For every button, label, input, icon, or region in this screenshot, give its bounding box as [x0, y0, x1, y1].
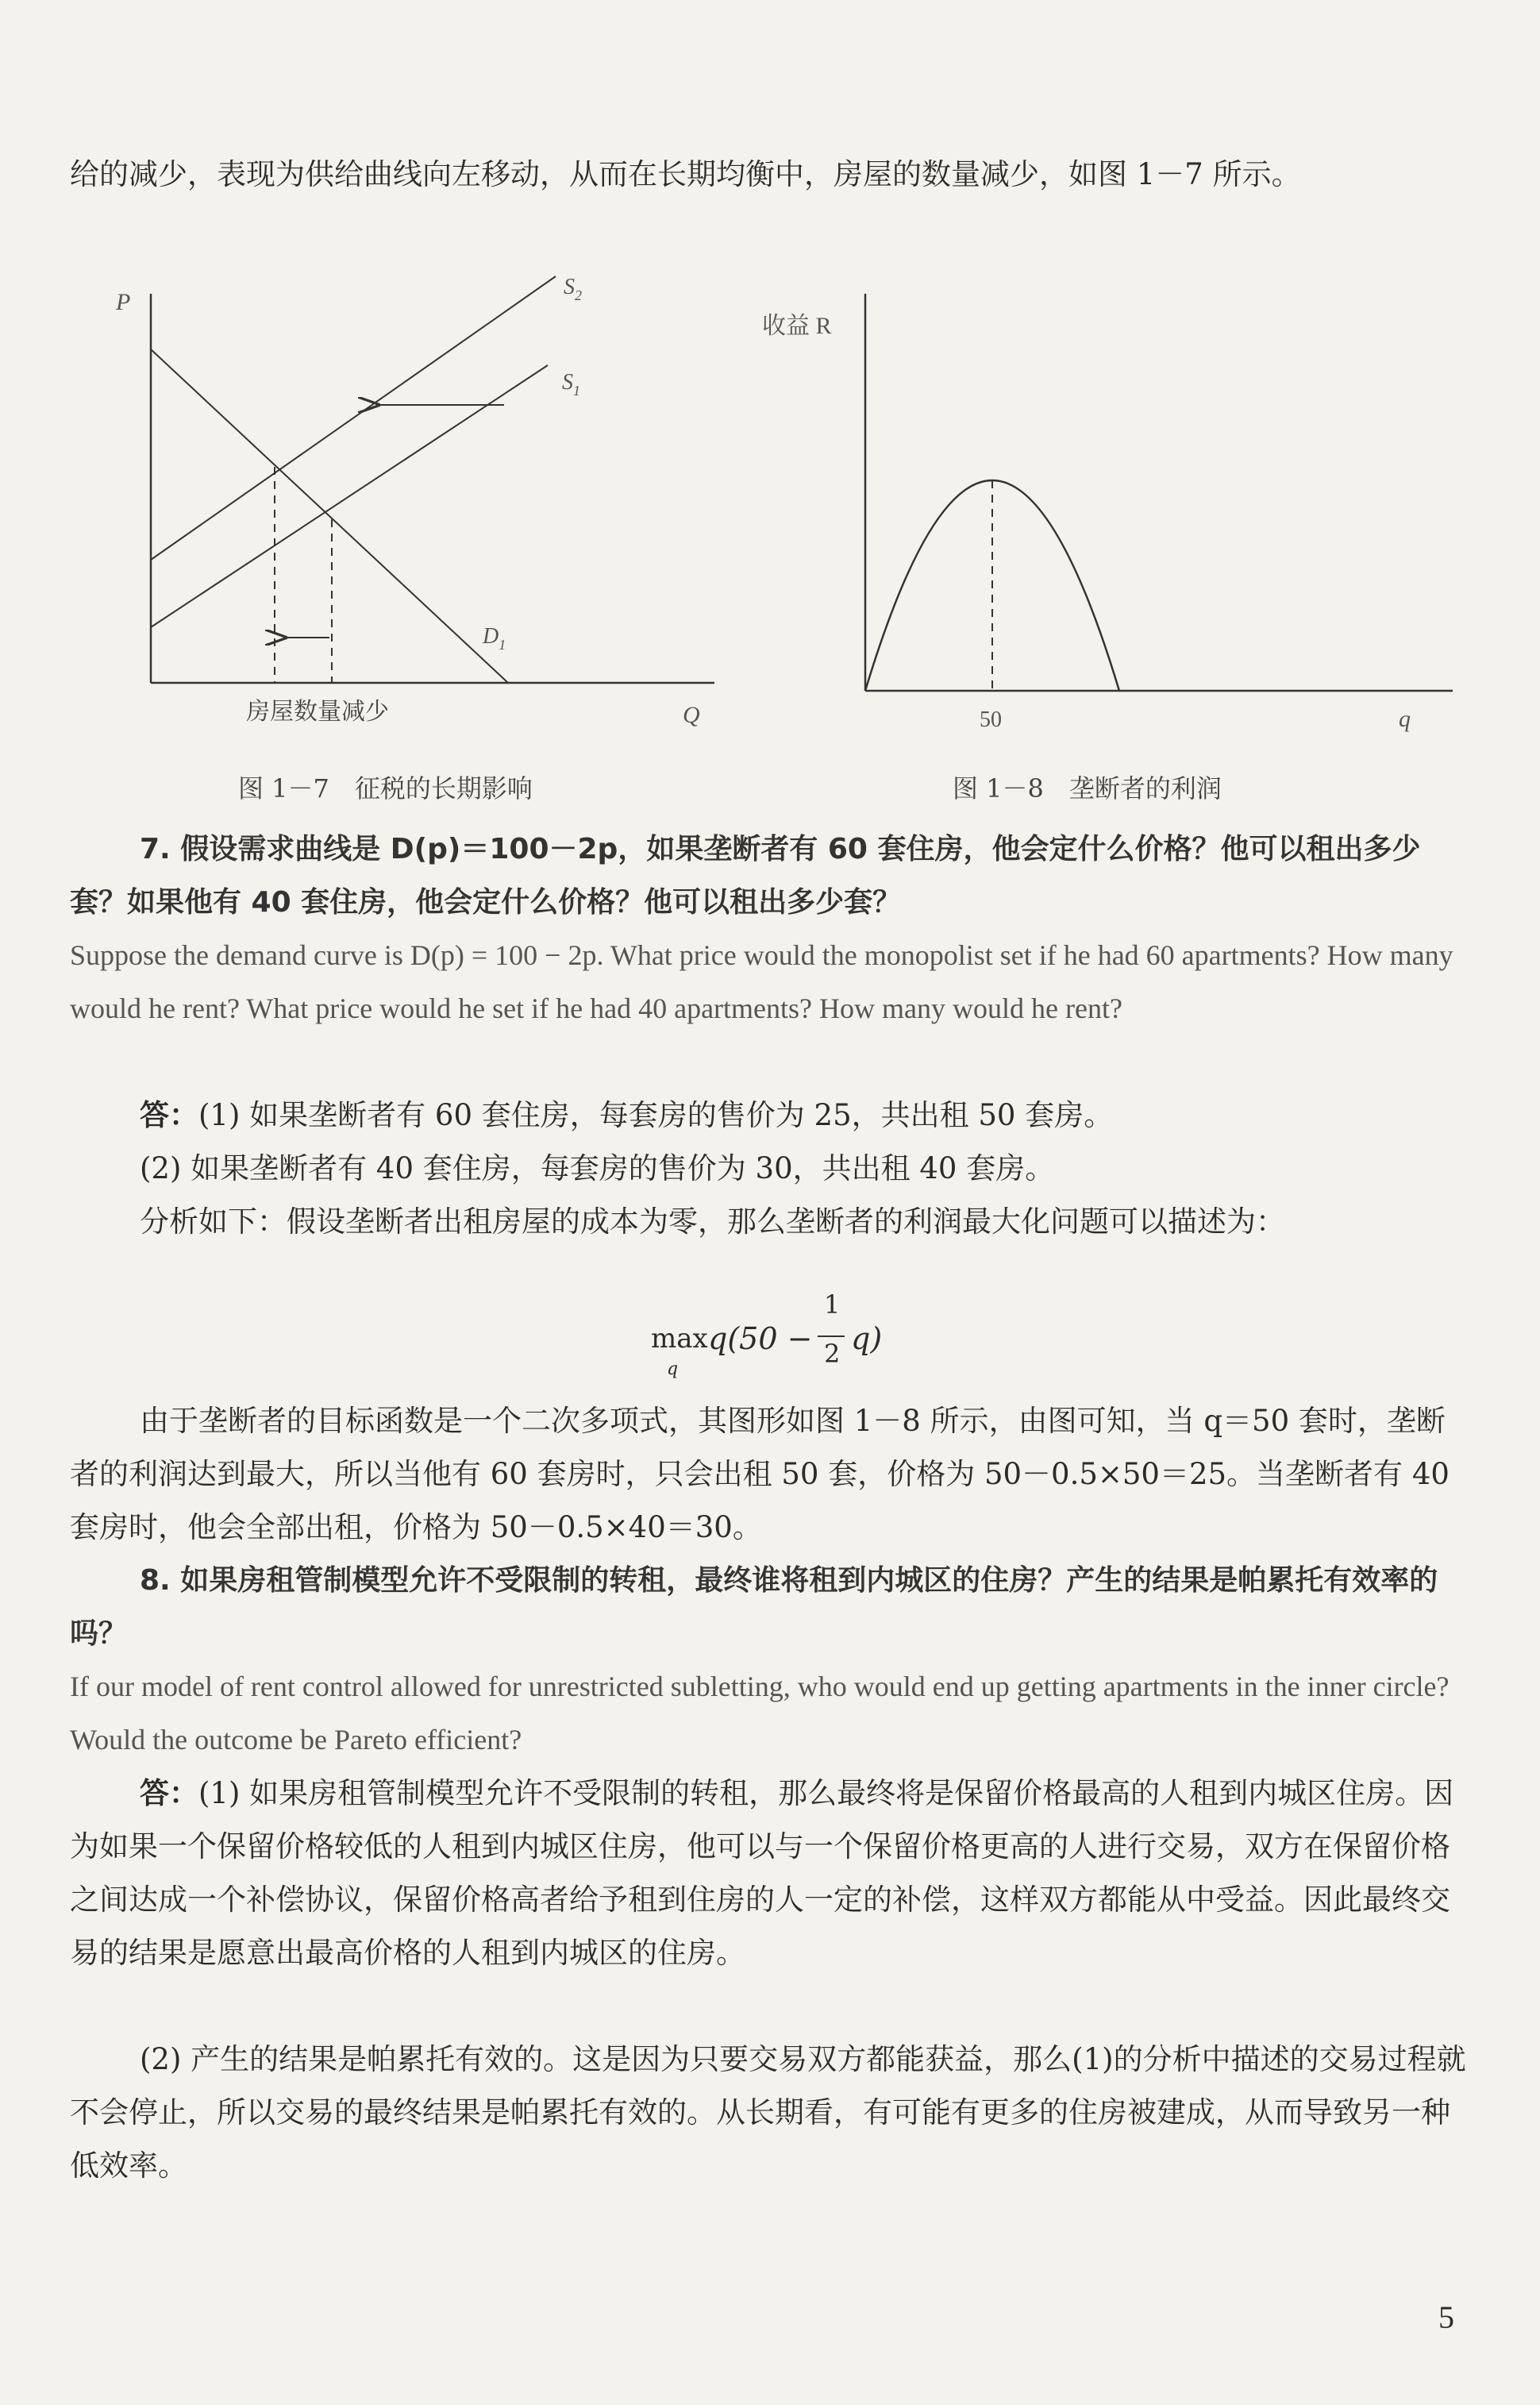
answer-label: 答：: [140, 1098, 198, 1132]
fig7-note: 房屋数量减少: [246, 699, 389, 725]
figure-1-7: [103, 262, 738, 738]
fig8-caption: 图 1－8 垄断者的利润: [953, 773, 1222, 804]
figure-1-8: [754, 270, 1469, 746]
fig7-d1-label: $D_1$: [483, 624, 506, 653]
eq-den: 2: [824, 1339, 841, 1369]
answer-7-1-text: (1) 如果垄断者有 60 套住房，每套房的售价为 25，共出租 50 套房。: [198, 1098, 1114, 1132]
fig8-x-label: q: [1399, 706, 1411, 732]
fig7-demand-line: [151, 349, 508, 683]
eq-num: 1: [824, 1289, 841, 1320]
eq-frac-bar: [818, 1335, 845, 1337]
fig8-tick-50: 50: [980, 707, 1002, 732]
answer-7-3: 分析如下：假设垄断者出租房屋的成本为零，那么垄断者的利润最大化问题可以描述为：: [140, 1204, 1285, 1239]
question-8-cn: 8. 如果房租管制模型允许不受限制的转租，最终谁将租到内城区的住房？产生的结果是帕累托有效率的吗？: [70, 1564, 1438, 1650]
fig7-s2-label: $S_2$: [564, 275, 582, 303]
answer-8-1: [70, 1767, 1467, 1979]
answer-7-1: [70, 1089, 1467, 1142]
answer-7-2: (2) 如果垄断者有 40 套住房，每套房的售价为 30，共出租 40 套房。: [140, 1151, 1055, 1185]
question-7-cn: 7. 假设需求曲线是 D(p)＝100－2p，如果垄断者有 60 套住房，他会定什么价格？他可以租出多少套？如果他有 40 套住房，他会定什么价格？他可以租出多少套？: [70, 833, 1421, 919]
fig7-supply-s2: [151, 276, 556, 560]
page-number: 5: [1438, 2299, 1454, 2335]
answer-8-1-text: (1) 如果房租管制模型允许不受限制的转租，那么最终将是保留价格最高的人租到内城区住房。因为如果一个保留价格较低的人租到内城区住房，他可以与一个保留价格更高的人进行交易，双方在保留价格之间达成一个补偿协议，保留价格高者给予租到住房的人一定的补偿，这样双方都能从中受益。因此最终交易的结果是愿意出最高价格的人租到内城区的住房。: [70, 1776, 1454, 1970]
answer-7-4: 由于垄断者的目标函数是一个二次多项式，其图形如图 1－8 所示，由图可知，当 q＝50 套时，垄断者的利润达到最大，所以当他有 60 套房时，只会出租 50 套，价格为 50－0.5×50＝25。当垄断者有 40 套房时，他会全部出租，价格为 50－0.5×40＝30。: [70, 1404, 1450, 1544]
fig7-y-label: P: [116, 289, 131, 315]
intro-paragraph: 给的减少，表现为供给曲线向左移动，从而在长期均衡中，房屋的数量减少，如图 1－7 所示。: [70, 157, 1301, 191]
fig7-caption: 图 1－7 征税的长期影响: [238, 773, 533, 804]
profit-equation: [651, 1286, 921, 1382]
eq-max: max: [651, 1323, 708, 1355]
answer-8-2: (2) 产生的结果是帕累托有效的。这是因为只要交易双方都能获益，那么(1)的分析中描述的交易过程就不会停止，所以交易的最终结果是帕累托有效的。从长期看，有可能有更多的住房被建成，从而导致另一种低效率。: [70, 2042, 1466, 2183]
fig7-x-label: Q: [683, 702, 700, 728]
eq-tail: q): [851, 1321, 883, 1356]
fig7-s1-label: $S_1$: [562, 370, 580, 399]
answer-label: 答：: [140, 1776, 198, 1810]
fig8-y-label: 收益 R: [762, 313, 832, 339]
question-8-en: If our model of rent control allowed for unrestricted subletting, who would end up getting apartments in the inner circle? Would the outcome be Pareto efficient?: [70, 1671, 1450, 1756]
eq-body: q(50 −: [708, 1321, 813, 1356]
eq-sub: q: [667, 1359, 679, 1379]
question-7-en: Suppose the demand curve is D(p) = 100 − 2p. What price would the monopolist set if he had 60 apartments? How many would he rent? What price would he set if he had 40 apartments? How many would he rent?: [70, 939, 1453, 1024]
